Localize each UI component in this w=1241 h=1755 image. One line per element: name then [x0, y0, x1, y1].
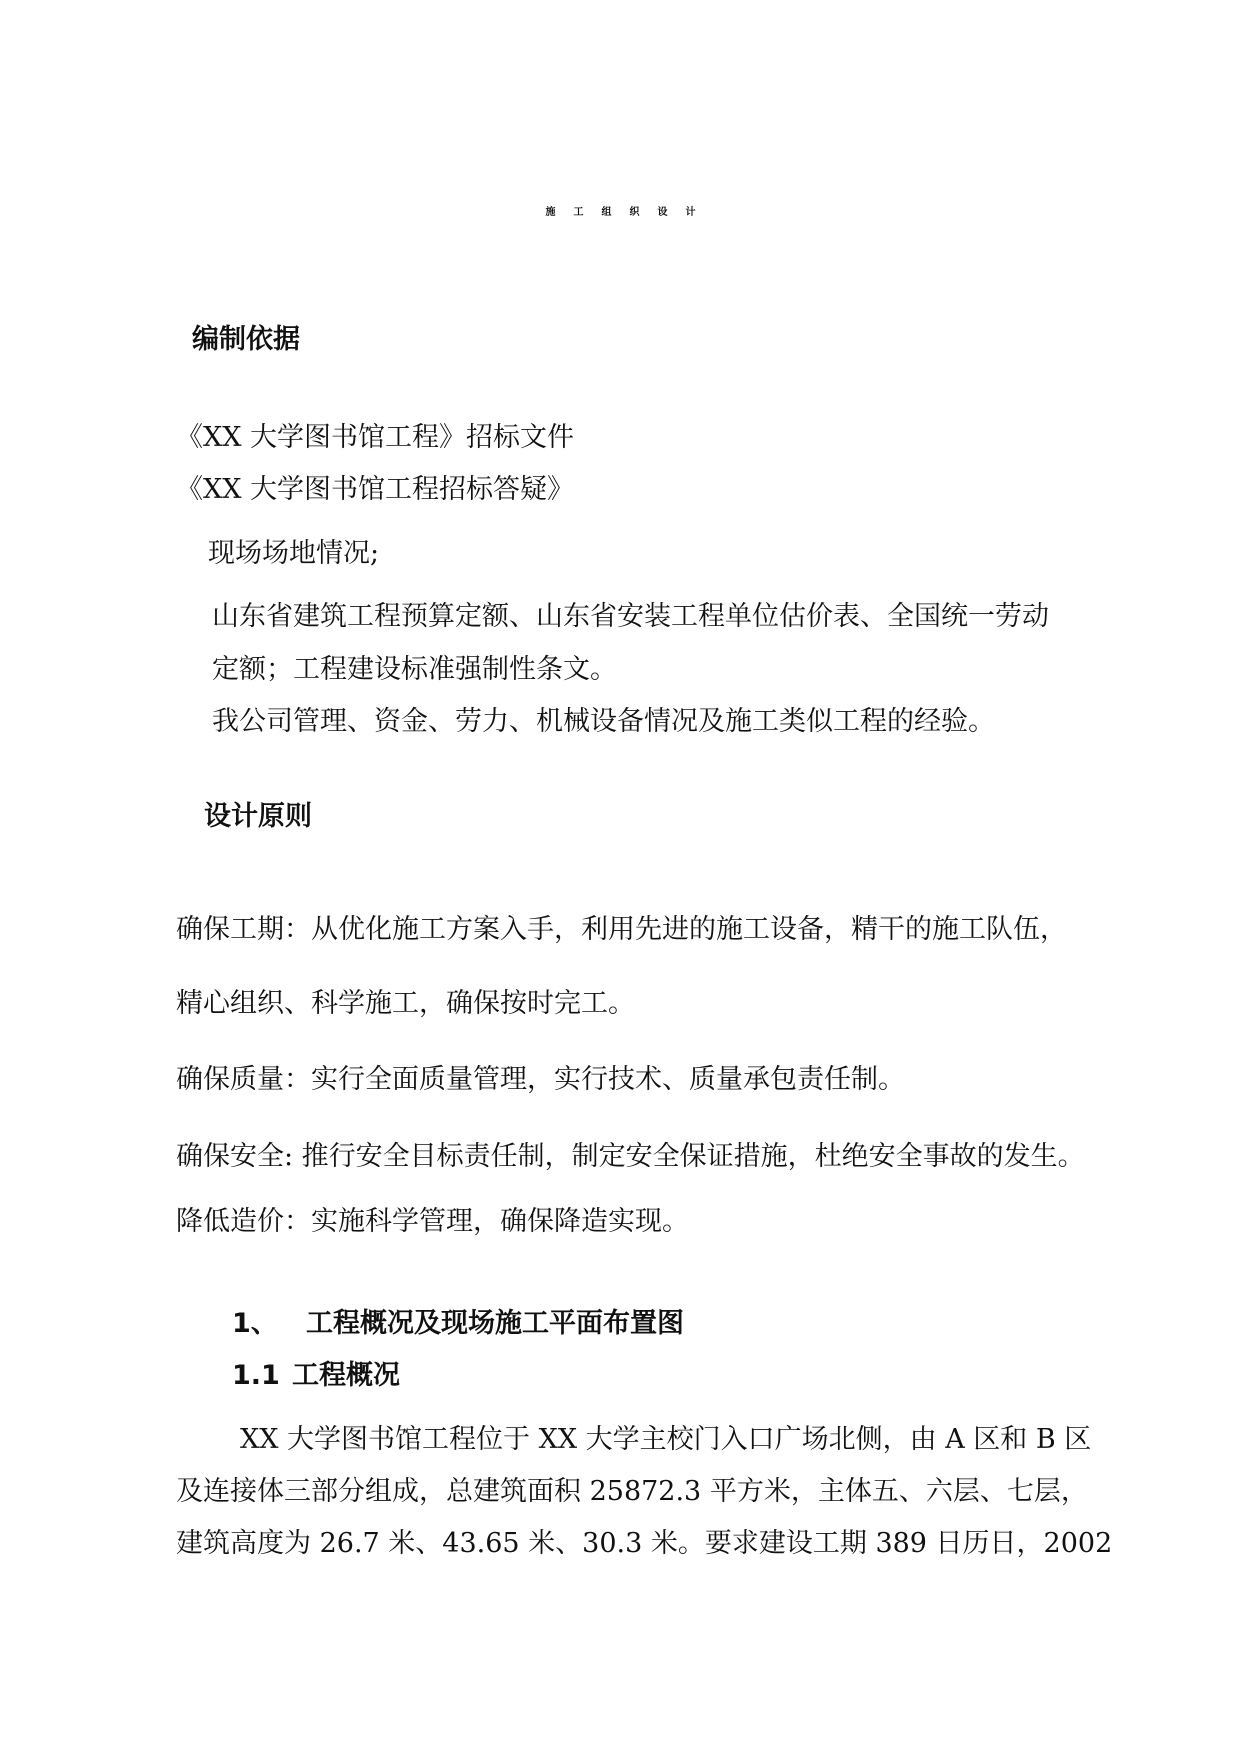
- section-1-1-number: 1.1: [232, 1360, 280, 1391]
- principles-heading: 设计原则: [204, 801, 312, 832]
- principle-cost: 降低造价：实施科学管理，确保降造实现。: [176, 1206, 689, 1237]
- principle-schedule-cont: 精心组织、科学施工，确保按时完工。: [176, 988, 635, 1019]
- principle-quality: 确保质量：实行全面质量管理，实行技术、质量承包责任制。: [176, 1064, 905, 1095]
- basis-item-4-line-1: 山东省建筑工程预算定额、山东省安装工程单位估价表、全国统一劳动: [212, 601, 1049, 632]
- section-1-number: 1、: [232, 1308, 278, 1339]
- overview-line-1: XX 大学图书馆工程位于 XX 大学主校门入口广场北侧，由 A 区和 B 区: [240, 1424, 1092, 1455]
- section-1-heading: 工程概况及现场施工平面布置图: [306, 1308, 684, 1339]
- overview-line-3: 建筑高度为 26.7 米、43.65 米、30.3 米。要求建设工期 389 日历日，2002: [176, 1528, 1113, 1559]
- basis-item-5: 我公司管理、资金、劳力、机械设备情况及施工类似工程的经验。: [212, 706, 995, 737]
- basis-heading: 编制依据: [192, 324, 300, 355]
- principle-safety: 确保安全: 推行安全目标责任制，制定安全保证措施，杜绝安全事故的发生。: [176, 1141, 1085, 1172]
- document-title: 施工组织设计: [545, 207, 714, 218]
- overview-line-2: 及连接体三部分组成，总建筑面积 25872.3 平方米，主体五、六层、七层，: [176, 1476, 1088, 1507]
- basis-item-2: 《XX 大学图书馆工程招标答疑》: [176, 474, 575, 505]
- basis-item-4-line-2: 定额；工程建设标准强制性条文。: [212, 654, 617, 685]
- section-1-1-heading: 工程概况: [292, 1360, 400, 1391]
- basis-item-3: 现场场地情况;: [208, 538, 380, 569]
- basis-item-1: 《XX 大学图书馆工程》招标文件: [176, 422, 575, 453]
- principle-schedule: 确保工期：从优化施工方案入手，利用先进的施工设备，精干的施工队伍，: [176, 914, 1067, 945]
